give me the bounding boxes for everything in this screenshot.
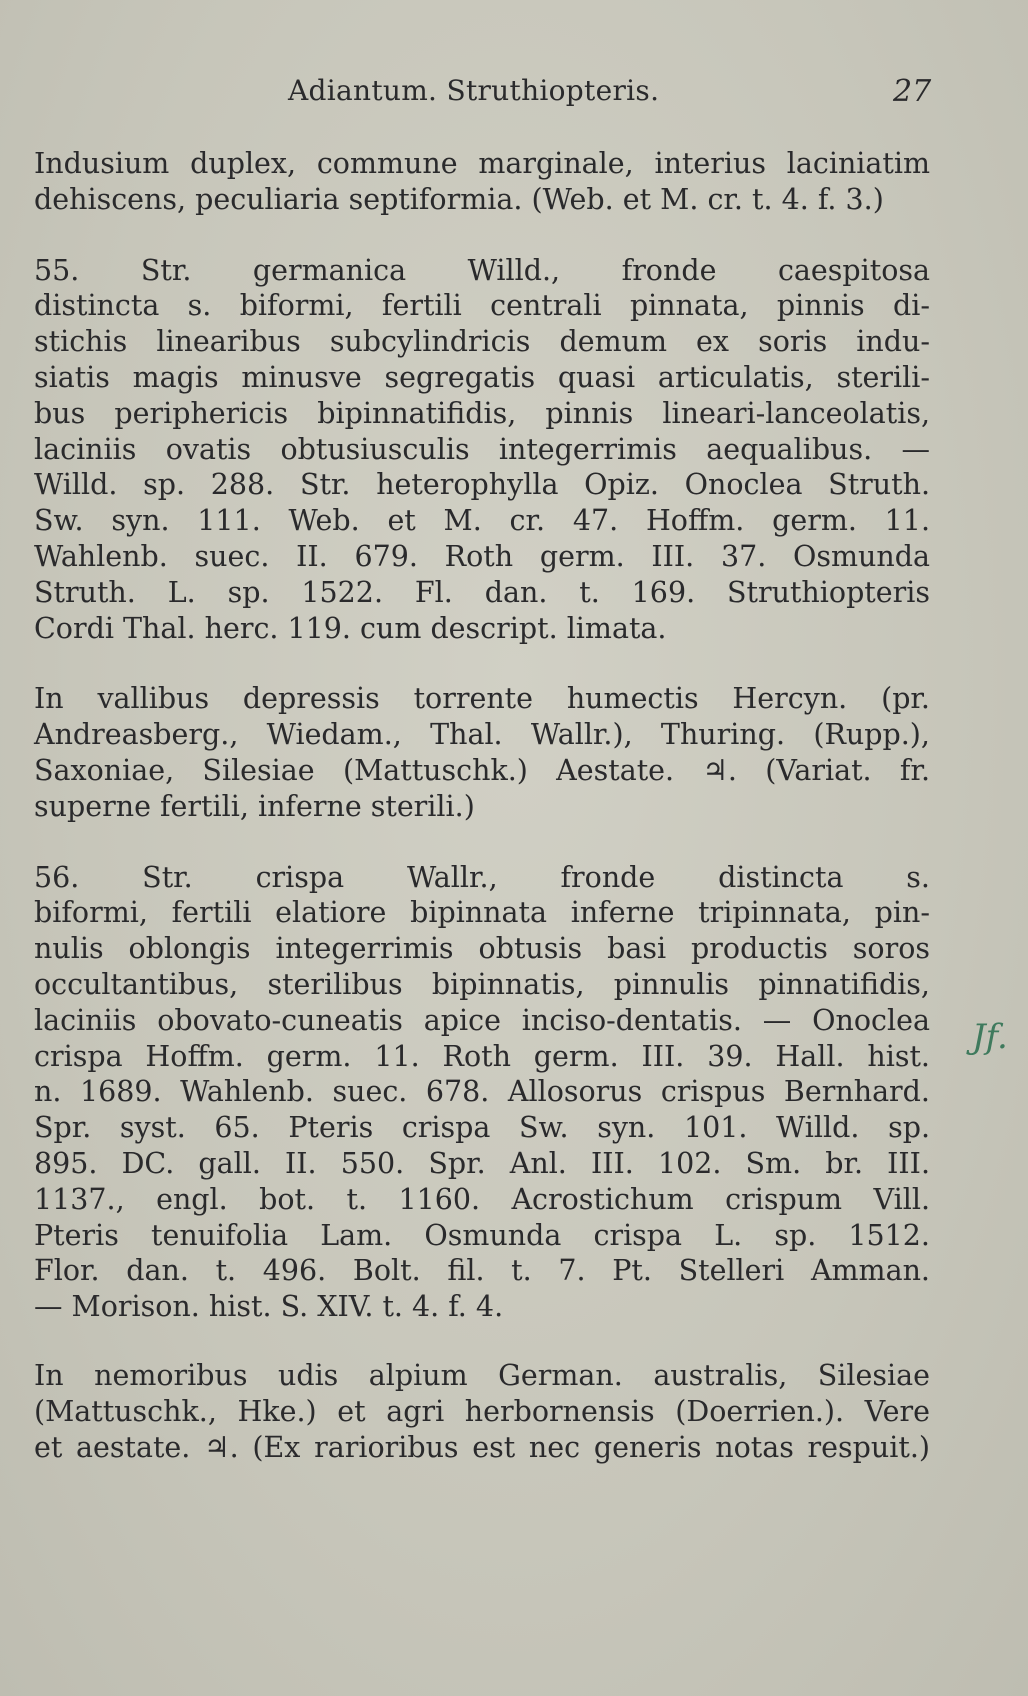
text-line: nulis oblongis integerrimis obtusis basi productis soros <box>34 932 930 966</box>
text-line: In nemoribus udis alpium German. australis, Silesiae <box>34 1358 930 1392</box>
text-line: superne fertili, inferne sterili.) <box>34 789 475 823</box>
text-line: Willd. sp. 288. Str. heterophylla Opiz. Onoclea Struth. <box>34 468 930 502</box>
text-line: Cordi Thal. herc. 119. cum descript. limata. <box>34 611 667 645</box>
text-line: 56. Str. crispa Wallr., fronde distincta s. <box>34 860 930 894</box>
body-text <box>34 146 930 1465</box>
text-line: bus periphericis bipinnatifidis, pinnis lineari-lanceolatis, <box>34 396 930 430</box>
text-line: crispa Hoffm. germ. 11. Roth germ. III. 39. Hall. hist. <box>34 1039 930 1073</box>
paragraph-gap <box>34 825 930 860</box>
text-line: In vallibus depressis torrente humectis Hercyn. (pr. <box>34 682 930 716</box>
text-line: (Mattuschk., Hke.) et agri herbornensis (Doerrien.). Vere <box>34 1394 930 1428</box>
text-line: et aestate. ♃. (Ex rarioribus est nec generis notas respuit.) <box>34 1430 930 1464</box>
margin-annotation: Jf. <box>972 1017 1008 1057</box>
text-line: Pteris tenuifolia Lam. Osmunda crispa L. sp. 1512. <box>34 1218 930 1252</box>
text-line: occultantibus, sterilibus bipinnatis, pinnulis pinnatifidis, <box>34 967 930 1001</box>
text-line: Wahlenb. suec. II. 679. Roth germ. III. 37. Osmunda <box>34 539 930 573</box>
text-line: Saxoniae, Silesiae (Mattuschk.) Aestate. ♃. (Variat. fr. <box>34 753 930 787</box>
text-line: Flor. dan. t. 496. Bolt. fil. t. 7. Pt. Stelleri Amman. <box>34 1254 930 1288</box>
text-line: n. 1689. Wahlenb. suec. 678. Allosorus crispus Bernhard. <box>34 1075 930 1109</box>
running-title: Adiantum. Struthiopteris. <box>288 74 660 107</box>
paragraph-gap <box>34 218 930 253</box>
text-line: laciniis ovatis obtusiusculis integerrimis aequalibus. — <box>34 432 930 466</box>
text-line: dehiscens, peculiaria septiformia. (Web. et M. cr. t. 4. f. 3.) <box>34 182 884 216</box>
text-line: 895. DC. gall. II. 550. Spr. Anl. III. 102. Sm. br. III. <box>34 1146 930 1180</box>
text-line: Sw. syn. 111. Web. et M. cr. 47. Hoffm. germ. 11. <box>34 504 930 538</box>
text-line: stichis linearibus subcylindricis demum ex soris indu- <box>34 325 930 359</box>
text-line: Andreasberg., Wiedam., Thal. Wallr.), Thuring. (Rupp.), <box>34 718 930 752</box>
text-line: Struth. L. sp. 1522. Fl. dan. t. 169. Struthiopteris <box>34 575 930 609</box>
text-line: biformi, fertili elatiore bipinnata inferne tripinnata, pin- <box>34 896 930 930</box>
text-line: 1137., engl. bot. t. 1160. Acrostichum crispum Vill. <box>34 1182 930 1216</box>
text-line: 55. Str. germanica Willd., fronde caespitosa <box>34 253 930 287</box>
page-number: 27 <box>893 74 932 109</box>
paragraph-gap <box>34 646 930 681</box>
paragraph-gap <box>34 1325 930 1358</box>
text-line: Indusium duplex, commune marginale, interius laciniatim <box>34 147 930 180</box>
text-line: Spr. syst. 65. Pteris crispa Sw. syn. 101. Willd. sp. <box>34 1111 930 1145</box>
text-line: laciniis obovato-cuneatis apice inciso-dentatis. — Onoclea <box>34 1003 930 1037</box>
running-head <box>0 74 1028 114</box>
text-line: distincta s. biformi, fertili centrali pinnata, pinnis di- <box>34 289 930 323</box>
text-line: — Morison. hist. S. XIV. t. 4. f. 4. <box>34 1290 504 1324</box>
text-line: siatis magis minusve segregatis quasi articulatis, sterili- <box>34 360 930 394</box>
